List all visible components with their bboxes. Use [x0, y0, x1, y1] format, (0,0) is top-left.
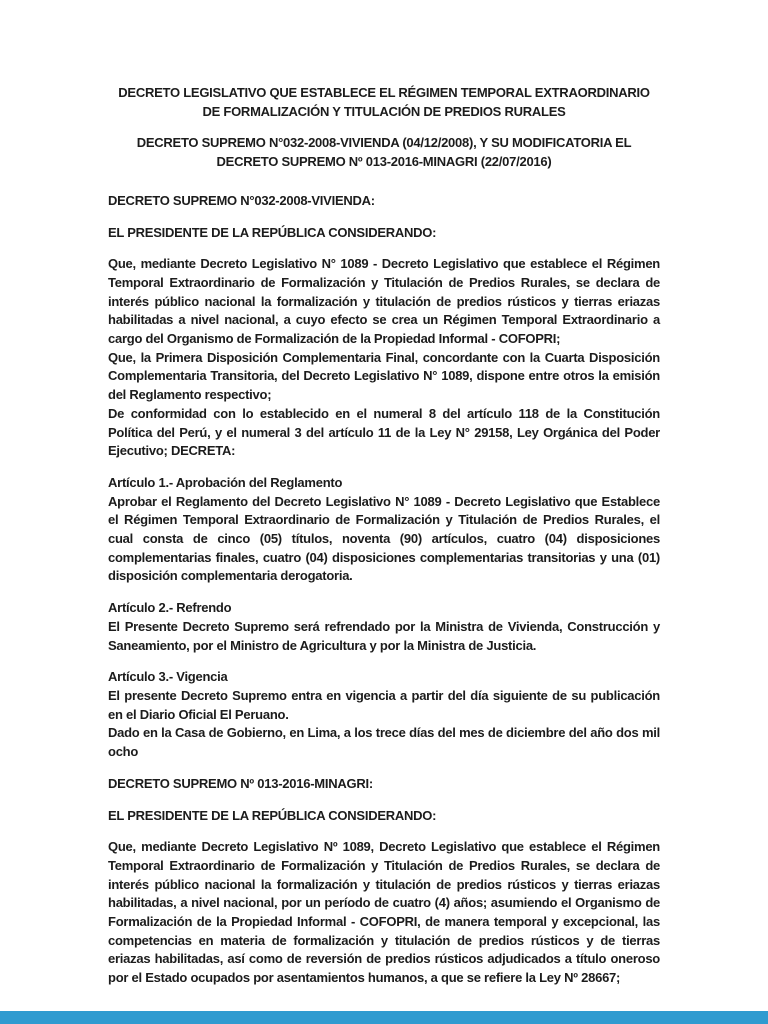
paragraph: Dado en la Casa de Gobierno, en Lima, a los trece días del mes de diciembre del año dos mil ocho	[108, 725, 660, 760]
article-1	[108, 474, 660, 586]
article-3	[108, 668, 660, 762]
paragraph: Que, mediante Decreto Legislativo N° 1089 - Decreto Legislativo que establece el Régimen Temporal Extraordinario de Formalización y Titulación de Predios Rurales, se declara de interés público nacional la formalización y titulación de predios rústicos y tierras eriazas habilitadas a nivel nacional, a cuyo efecto se crea un Régimen Temporal Extraordinario a cargo del Organismo de Formalización de la Propiedad Informal - COFOPRI;	[108, 256, 660, 347]
paragraph: El Presente Decreto Supremo será refrendado por la Ministra de Vivienda, Construcción y Saneamiento, por el Ministro de Agricultura y por la Ministra de Justicia.	[108, 618, 660, 653]
section1-heading: DECRETO SUPREMO N°032-2008-VIVIENDA:	[108, 192, 375, 208]
paragraph: De conformidad con lo establecido en el numeral 8 del artículo 118 de la Constitución Política del Perú, y el numeral 3 del artículo 11 de la Ley N° 29158, Ley Orgánica del Poder Ejecutivo; DECRETA:	[108, 405, 660, 459]
document-content	[108, 84, 660, 988]
section1-recitals	[108, 255, 660, 461]
article-2-heading: Artículo 2.- Refrendo	[108, 600, 232, 616]
article-2	[108, 599, 660, 655]
paragraph: El presente Decreto Supremo entra en vigencia a partir del día siguiente de su publicación en el Diario Oficial El Peruano.	[108, 687, 660, 722]
viewer-bottom-bar	[0, 1011, 768, 1024]
article-3-heading: Artículo 3.- Vigencia	[108, 669, 228, 685]
paragraph: Que, mediante Decreto Legislativo Nº 1089, Decreto Legislativo que establece el Régimen Temporal Extraordinario de Formalización y Titulación de Predios Rurales, se declara de interés público nacional la formalización y titulación de predios rústicos y tierras eriazas habilitadas, a nivel nacional, por un período de cuatro (4) años; asumiendo el Organismo de Formalización de la Propiedad Informal - COFOPRI, de manera temporal y excepcional, las competencias en materia de formalización y titulación de predios rústicos y de tierras eriazas habilitadas, así como de reversión de predios rústicos adjudicados a título oneroso por el Estado ocupados por asentamientos humanos, a que se refiere la Ley Nº 28667;	[108, 839, 660, 986]
section2-considerando: EL PRESIDENTE DE LA REPÚBLICA CONSIDERANDO:	[108, 807, 437, 823]
document-title: DECRETO LEGISLATIVO QUE ESTABLECE EL RÉGIMEN TEMPORAL EXTRAORDINARIO DE FORMALIZACIÓN Y TITULACIÓN DE PREDIOS RURALES	[118, 85, 650, 119]
document-subtitle: DECRETO SUPREMO N°032-2008-VIVIENDA (04/12/2008), Y SU MODIFICATORIA EL DECRETO SUPREMO Nº 013-2016-MINAGRI (22/07/2016)	[136, 135, 632, 170]
section2-heading: DECRETO SUPREMO Nº 013-2016-MINAGRI:	[108, 775, 373, 791]
paragraph: Aprobar el Reglamento del Decreto Legislativo N° 1089 - Decreto Legislativo que Establece el Régimen Temporal Extraordinario de Formalización y Titulación de Predios Rurales, el cual consta de cinco (05) títulos, noventa (90) artículos, cuatro (04) disposiciones complementarias finales, cuatro (04) disposiciones complementarias transitorias y una (01) disposición complementaria derogatoria.	[108, 493, 660, 584]
article-1-heading: Artículo 1.- Aprobación del Reglamento	[108, 474, 343, 490]
section2-recitals	[108, 838, 660, 988]
section1-considerando: EL PRESIDENTE DE LA REPÚBLICA CONSIDERANDO:	[108, 224, 437, 240]
paragraph: Que, la Primera Disposición Complementaria Final, concordante con la Cuarta Disposición Complementaria Transitoria, del Decreto Legislativo N° 1089, dispone entre otros la emisión del Reglamento respectivo;	[108, 349, 660, 403]
